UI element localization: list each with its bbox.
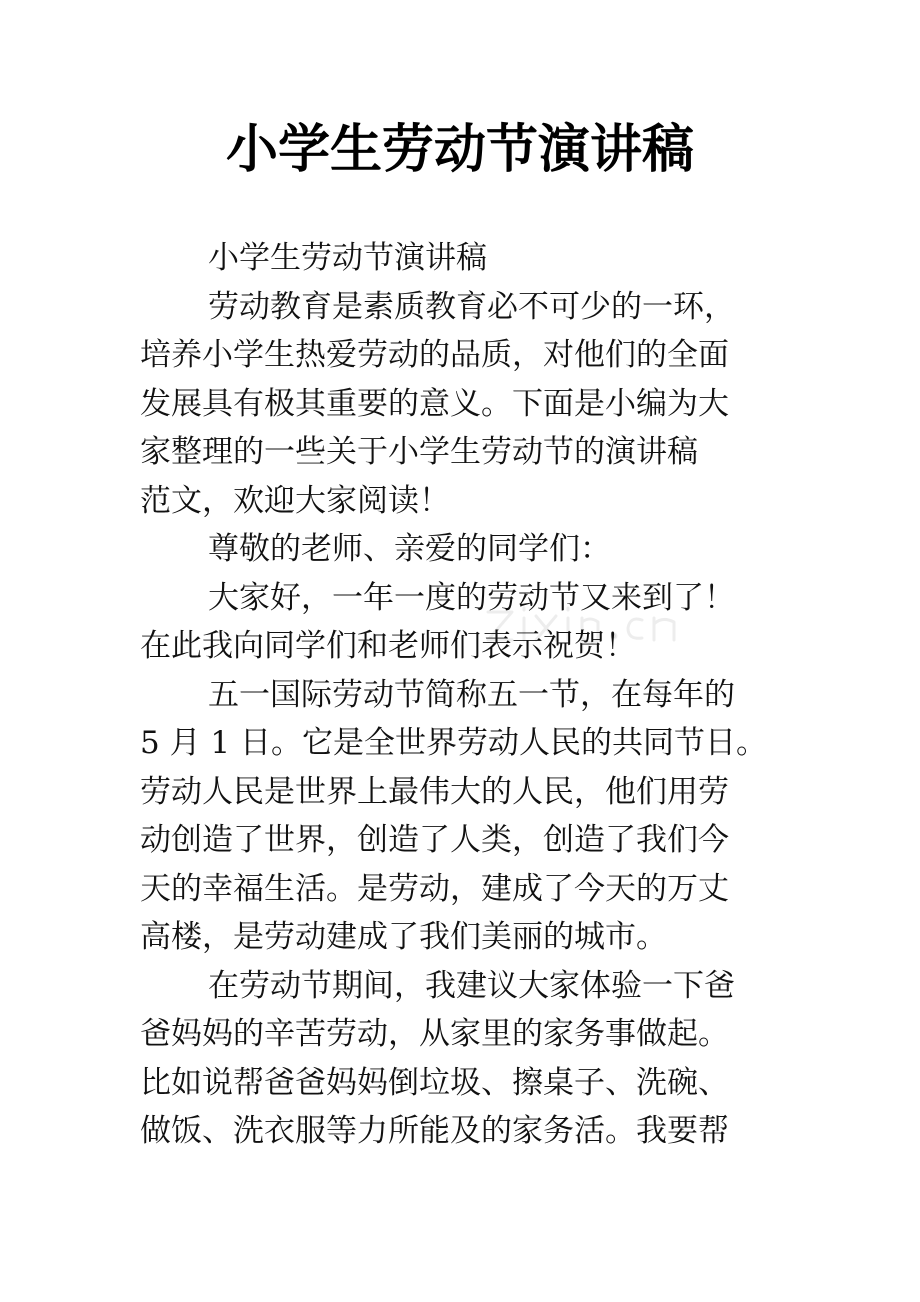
text-line: 培养小学生热爱劳动的品质，对他们的全面 (140, 337, 729, 373)
text-line: 小学生劳动节演讲稿 (208, 240, 487, 276)
text-line: 爸妈妈的辛苦劳动，从家里的家务事做起。 (140, 1016, 729, 1052)
document-body (140, 234, 812, 1156)
text-line: 做饭、洗衣服等力所能及的家务活。我要帮 (140, 1113, 729, 1149)
text-line: 高楼，是劳动建成了我们美丽的城市。 (140, 919, 667, 955)
text-line: 劳动人民是世界上最伟大的人民，他们用劳 (140, 773, 729, 810)
text-line: 在劳动节期间，我建议大家体验一下爸 (208, 967, 735, 1004)
document-title: 小学生劳动节演讲稿 (225, 119, 694, 180)
text-line: 比如说帮爸爸妈妈倒垃圾、擦桌子、洗碗、 (140, 1064, 729, 1101)
text-line: 发展具有极其重要的意义。下面是小编为大 (140, 385, 729, 422)
text-line: 在此我向同学们和老师们表示祝贺！ (140, 628, 636, 664)
text-line: 劳动教育是素质教育必不可少的一环， (208, 288, 735, 325)
text-line: 动创造了世界，创造了人类，创造了我们今 (140, 822, 729, 858)
text-line: 尊敬的老师、亲爱的同学们： (208, 531, 611, 567)
text-line: 5 月 1 日。它是全世界劳动人民的共同节日。 (140, 725, 768, 761)
text-line: 范文，欢迎大家阅读！ (140, 482, 450, 519)
text-line: 天的幸福生活。是劳动，建成了今天的万丈 (140, 870, 729, 907)
text-line: 大家好，一年一度的劳动节又来到了！ (208, 579, 735, 616)
text-line: 五一国际劳动节简称五一节，在每年的 (208, 676, 735, 713)
text-line: 家整理的一些关于小学生劳动节的演讲稿 (140, 434, 698, 470)
